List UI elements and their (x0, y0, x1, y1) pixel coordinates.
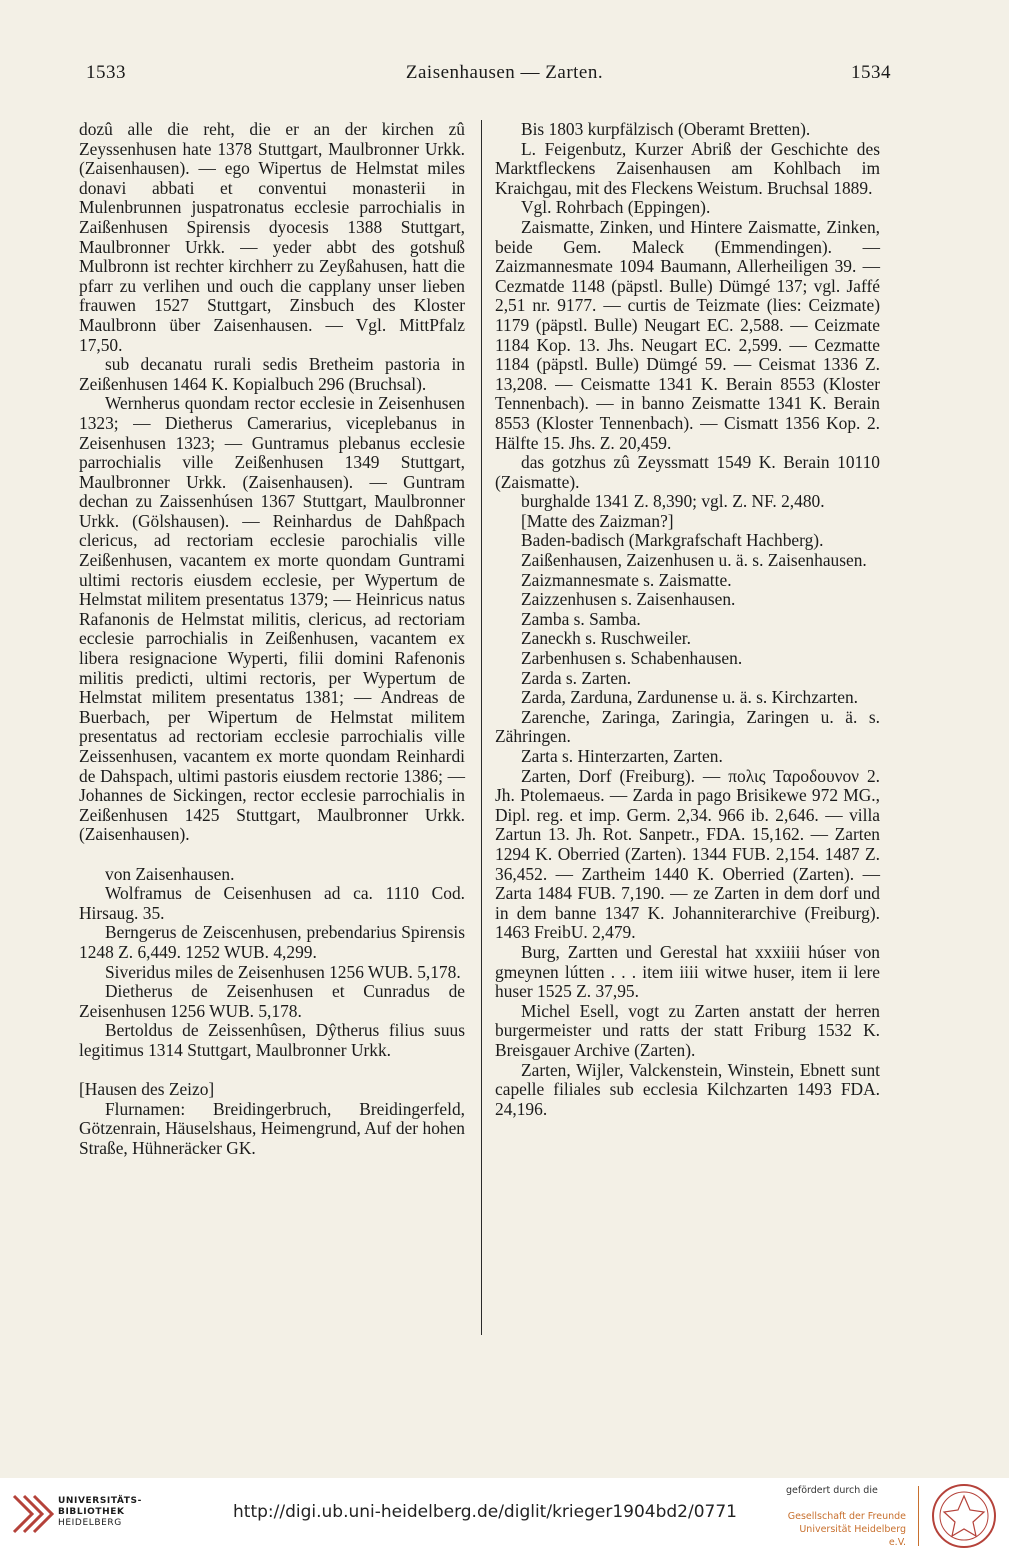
left-column (79, 120, 465, 1158)
column-divider (481, 120, 482, 1335)
paragraph: [Matte des Zaizman?] (521, 510, 674, 531)
paragraph: Zarten, Dorf (Freiburg). — πολις Ταροδουνον 2. Jh. Ptolemaeus. — Zarda in pago Brisikewe 972 MG., Dipl. reg. et imp. Germ. 2,34. 966 ib. 2,646. — villa Zartun 13. Jh. Rot. Sanpetr., FDA. 15,162. — Zarten 1294 K. Oberried (Zarten). 1344 FUB. 2,154. 1487 Z. 36,452. — Zartheim 1440 K. Oberried (Zarten). — Zarta 1484 FUB. 7,190. — ze Zarten in dem dorf und in dem banne 1347 K. Johanniterarchive (Freiburg). 1463 FreibU. 2,479. (495, 765, 880, 943)
paragraph: Bertoldus de Zeissenhûsen, Dŷtherus filius suus legitimus 1314 Stuttgart, Maulbronner Urkk. (79, 1020, 465, 1060)
right-column (495, 120, 880, 1119)
paragraph: Baden-badisch (Markgrafschaft Hachberg). (521, 530, 824, 551)
paragraph: Dietherus de Zeisenhusen et Cunradus de Zeisenhusen 1256 WUB. 5,178. (79, 981, 465, 1021)
university-seal-icon (930, 1482, 998, 1550)
library-name-line1: UNIVERSITÄTS- (58, 1496, 142, 1506)
footer-divider (918, 1486, 919, 1546)
paragraph: L. Feigenbutz, Kurzer Abriß der Geschichte des Marktfleckens Zaisenhausen am Kohlbach im Kraichgau, mit des Fleckens Weistum. Bruchsal 1889. (495, 138, 880, 198)
library-name-line3: HEIDELBERG (58, 1518, 122, 1528)
paragraph: Zarenche, Zaringa, Zaringia, Zaringen u. ä. s. Zähringen. (495, 706, 880, 747)
paragraph: Michel Esell, vogt zu Zarten anstatt der herren burgermeister und ratts der statt Friburg 1532 K. Breisgauer Archive (Zarten). (495, 1000, 880, 1060)
paragraph: Burg, Zartten und Gerestal hat xxxiiii húser von gmeynen lútten . . . item iiii witwe huser, item ii lere huser 1525 Z. 37,95. (495, 941, 880, 1002)
paragraph: Flurnamen: Breidingerbruch, Breidingerfeld, Götzenrain, Häuselshaus, Heimengrund, Auf der hohen Straße, Hühneräcker GK. (79, 1098, 465, 1158)
paragraph: Zarda, Zarduna, Zardunense u. ä. s. Kirchzarten. (521, 687, 859, 708)
paragraph: von Zaisenhausen. (105, 863, 235, 884)
paragraph-spacer (79, 1061, 465, 1081)
page-number-right: 1534 (851, 62, 891, 83)
society-name (784, 1510, 906, 1549)
paragraph: Zaismatte, Zinken, und Hintere Zaismatte, Zinken, beide Gem. Maleck (Emmendingen). — Zaizmannesmate 1094 Baumann, Allerheiligen 39. — Cezmatde 1148 (päpstl. Bulle) Dümgé 137; vgl. Jaffé 2,51 nr. 9177. — curtis de Teizmate (lies: Ceizmate) 1179 (päpstl. Bulle) Neugart EC. 2,588. — Ceizmate 1184 Kop. 13. Jhs. Neugart EC. 2,599. — Cezmatte 1184 (päpstl. Bulle) Dümgé 59. — Ceismat 1336 Z. 13,208. — Ceismatte 1341 K. Berain 8553 (Kloster Tennenbach). — in banno Zeismatte 1341 K. Berain 8553 (Kloster Tennenbach). — Cismatt 1356 Kop. 2. Hälfte 15. Jhs. Z. 20,459. (495, 216, 880, 453)
society-name-line2: Universität Heidelberg e.V. (799, 1524, 906, 1548)
paragraph: Zarbenhusen s. Schabenhausen. (521, 648, 743, 669)
running-title: Zaisenhausen — Zarten. (405, 62, 604, 83)
paragraph: Zaizmannesmate s. Zaismatte. (521, 569, 732, 590)
paragraph: sub decanatu rurali sedis Bretheim pastoria in Zeißenhusen 1464 K. Kopialbuch 296 (Bruchsal). (79, 354, 465, 394)
paragraph: das gotzhus zû Zeyssmatt 1549 K. Berain 10110 (Zaismatte). (495, 452, 880, 492)
paragraph: burghalde 1341 Z. 8,390; vgl. Z. NF. 2,480. (521, 491, 825, 512)
paragraph: [Hausen des Zeizo] (79, 1079, 215, 1100)
page-number-left: 1533 (86, 62, 126, 83)
paragraph: Zaizzenhusen s. Zaisenhausen. (521, 589, 736, 610)
paragraph-spacer (79, 845, 465, 865)
university-library-logo-icon (10, 1492, 54, 1542)
paragraph: Zamba s. Samba. (521, 608, 641, 629)
paragraph: Wernherus quondam rector ecclesie in Zeisenhusen 1323; — Dietherus Camerarius, viceplebanus in Zeisenhusen 1323; — Guntramus plebanus ecclesie parrochialis ville Zeißenhusen 1349 Stuttgart, Maulbronner Urkk. (Zaisenhausen). — Guntram dechan zu Zaissenhúsen 1367 Stuttgart, Maulbronner Urkk. (Gölshausen). — Reinhardus de Dahßpach clericus, ad rectoriam ecclesie parochialis ville Zeißenhusen, vacantem ex morte quondam Guntrami ultimi rectoris eiusdem ecclesie, per Wypertum de Helmstat militem presentatus 1379; — Heinricus natus Rafanonis de Helmstat militis, clericus, ad rectoriam ecclesie parrochialis in Zeißenhusen, vacantem ex libera resignacione Wyperti, filii domini Rafenonis militis predicti, ultimi rectoris, per Wypertum de Helmstat militem presentatus 1381; — Andreas de Buerbach, per Wipertum de Helmstat militem presentatus ad rectoriam ecclesie parrochialis ville Zeissenhusen, vacantem ex morte quondam Reinhardi de Dahspach, ultimi pastoris eiusdem rectorie 1386; — Johannes de Sickingen, rector ecclesie parrochialis in Zeißenhusen 1425 Stuttgart, Maulbronner Urkk. (Zaisenhausen). (79, 393, 465, 845)
paragraph: Zaißenhausen, Zaizenhusen u. ä. s. Zaisenhausen. (521, 550, 867, 571)
library-name-line2: BIBLIOTHEK (58, 1507, 125, 1517)
paragraph: dozû alle die reht, die er an der kirchen zû Zeyssenhusen hate 1378 Stuttgart, Maulbronner Urkk. (Zaisenhausen). — ego Wipertus de Helmstat miles donavi abbati et conventui monasterii in Mulenbrunnen juspatronatus ecclesie parrochialis in Zaißenhusen Spirensis dyocesis 1388 Stuttgart, Maulbronner Urkk. — yeder abbt des gotshuß Mulbronn ist rechter kirchherr zu Zeyßahusen, hatt die pfarr zu verlihen und ouch die capplany unser lieben frauwen 1527 Stuttgart, Zinsbuch des Kloster Maulbronn über Zaisenhausen. — Vgl. MittPfalz 17,50. (79, 119, 465, 355)
library-name (58, 1496, 142, 1529)
paragraph: Zarta s. Hinterzarten, Zarten. (521, 746, 723, 766)
paragraph: Bis 1803 kurpfälzisch (Oberamt Bretten). (521, 119, 811, 139)
page-footer (0, 1478, 1009, 1551)
page-header (0, 62, 1009, 92)
paragraph: Siveridus miles de Zeisenhusen 1256 WUB. 5,178. (105, 961, 461, 982)
permalink-url[interactable]: http://digi.ub.uni-heidelberg.de/diglit/krieger1904bd2/0771 (233, 1502, 737, 1522)
paragraph: Zarten, Wijler, Valckenstein, Winstein, Ebnett sunt capelle filiales sub ecclesia Kilchzarten 1493 FDA. 24,196. (495, 1059, 880, 1119)
funded-by-label: gefördert durch die (786, 1485, 878, 1496)
paragraph: Vgl. Rohrbach (Eppingen). (521, 197, 711, 218)
paragraph: Wolframus de Ceisenhusen ad ca. 1110 Cod. Hirsaug. 35. (79, 883, 465, 923)
paragraph: Zaneckh s. Ruschweiler. (521, 628, 691, 649)
society-name-line1: Gesellschaft der Freunde (787, 1511, 906, 1522)
paragraph: Berngerus de Zeiscenhusen, prebendarius Spirensis 1248 Z. 6,449. 1252 WUB. 4,299. (79, 922, 465, 962)
paragraph: Zarda s. Zarten. (521, 667, 632, 688)
